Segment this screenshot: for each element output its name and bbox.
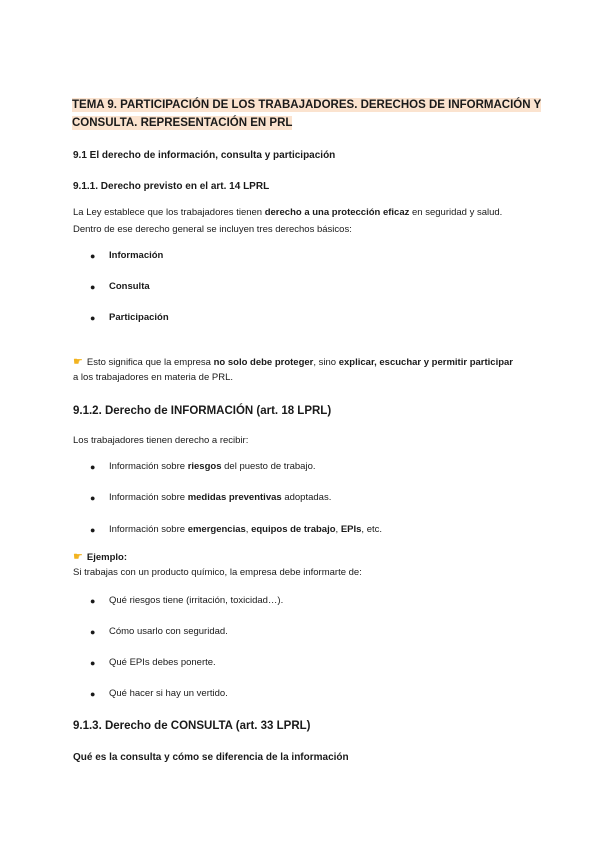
bullet-icon: ● xyxy=(90,525,96,535)
example-label: ☛ Ejemplo: xyxy=(73,551,127,563)
list-item: Información sobre riesgos del puesto de trabajo. xyxy=(109,461,316,472)
list-item: Participación xyxy=(109,312,169,323)
bullet-icon: ● xyxy=(90,658,96,668)
bullet-icon: ● xyxy=(90,282,96,292)
bullet-icon: ● xyxy=(90,689,96,699)
section-9-1-1-heading: 9.1.1. Derecho previsto en el art. 14 LPRL xyxy=(73,181,270,192)
section-9-1-heading: 9.1 El derecho de información, consulta y participación xyxy=(73,150,336,161)
section-9-1-1-note: ☛ Esto significa que la empresa no solo debe proteger, sino explicar, escuchar y permitir participar xyxy=(73,356,513,368)
bullet-icon: ● xyxy=(90,251,96,261)
section-9-1-3-heading: 9.1.3. Derecho de CONSULTA (art. 33 LPRL) xyxy=(73,720,311,732)
bullet-icon: ● xyxy=(90,627,96,637)
pointing-hand-icon: ☛ xyxy=(73,551,83,563)
section-9-1-2-heading: 9.1.2. Derecho de INFORMACIÓN (art. 18 LPRL) xyxy=(73,405,332,417)
list-item: Qué riesgos tiene (irritación, toxicidad…). xyxy=(109,595,284,606)
list-item: Qué EPIs debes ponerte. xyxy=(109,657,216,668)
list-item: Consulta xyxy=(109,281,150,292)
section-9-1-3-subheading: Qué es la consulta y cómo se diferencia de la información xyxy=(73,752,349,763)
section-9-1-1-paragraph-2: Dentro de ese derecho general se incluyen tres derechos básicos: xyxy=(73,224,352,235)
list-item: Qué hacer si hay un vertido. xyxy=(109,688,228,699)
list-item: Información xyxy=(109,250,164,261)
bullet-icon: ● xyxy=(90,493,96,503)
section-9-1-1-note-line-2: a los trabajadores en materia de PRL. xyxy=(73,372,234,383)
section-9-1-1-paragraph-1: La Ley establece que los trabajadores tienen derecho a una protección eficaz en seguridad y salud. xyxy=(73,207,503,218)
example-text: Si trabajas con un producto químico, la empresa debe informarte de: xyxy=(73,567,362,578)
document-title-line-2: CONSULTA. REPRESENTACIÓN EN PRL xyxy=(72,117,293,129)
document-title-line-1: TEMA 9. PARTICIPACIÓN DE LOS TRABAJADORES. DERECHOS DE INFORMACIÓN Y xyxy=(72,99,542,111)
bullet-icon: ● xyxy=(90,462,96,472)
section-9-1-2-intro: Los trabajadores tienen derecho a recibir: xyxy=(73,435,249,446)
bullet-icon: ● xyxy=(90,313,96,323)
pointing-hand-icon: ☛ xyxy=(73,356,83,368)
list-item: Información sobre medidas preventivas adoptadas. xyxy=(109,492,332,503)
list-item: Cómo usarlo con seguridad. xyxy=(109,626,228,637)
bullet-icon: ● xyxy=(90,596,96,606)
list-item: Información sobre emergencias, equipos de trabajo, EPIs, etc. xyxy=(109,524,383,535)
